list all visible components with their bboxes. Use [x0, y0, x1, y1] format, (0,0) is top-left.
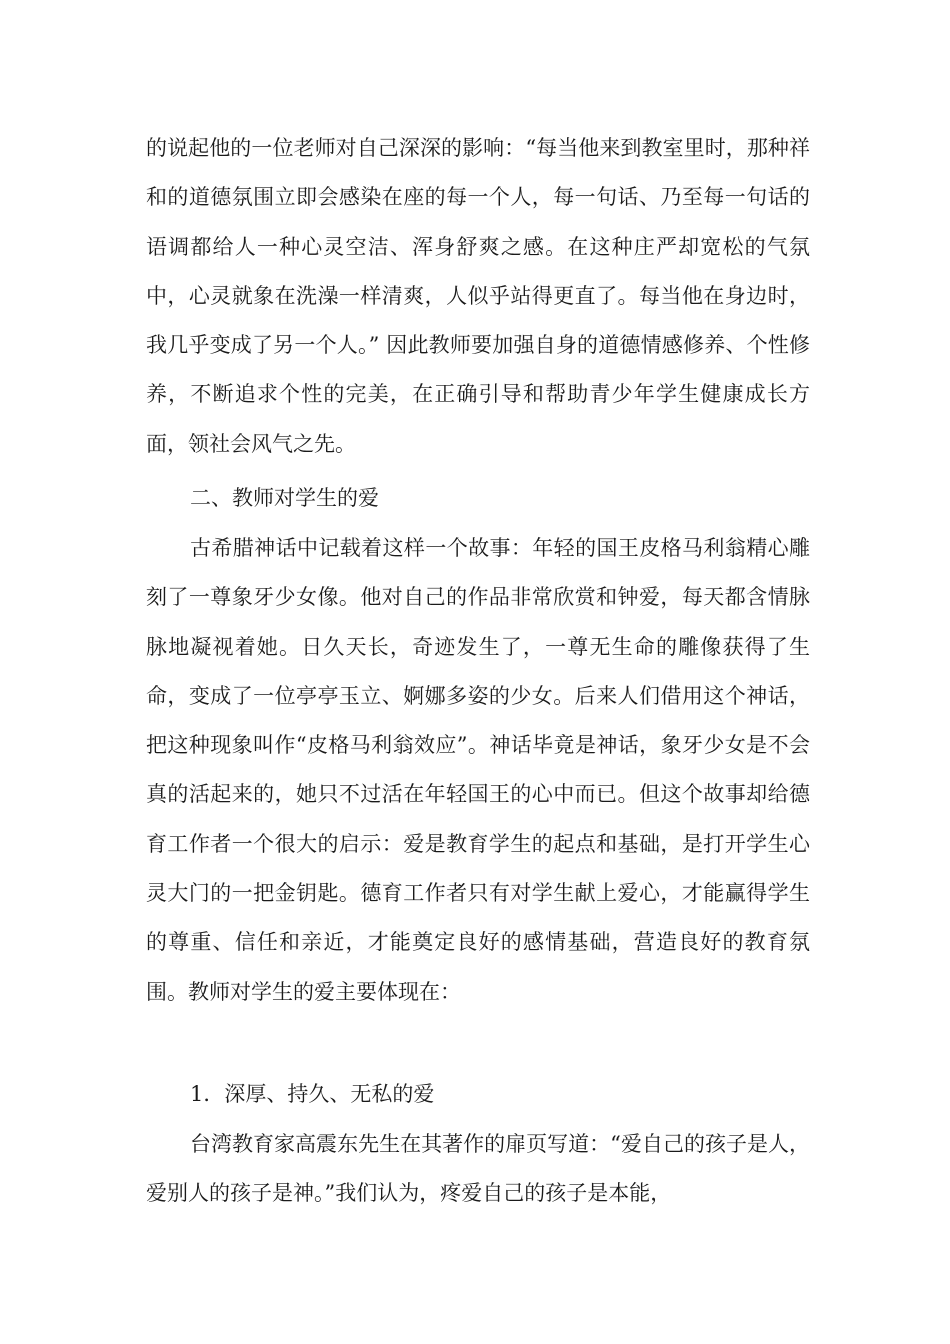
- subheading-deep-lasting-selfless-love: 1．深厚、持久、无私的爱: [190, 1082, 435, 1106]
- paragraph-taiwan-educator: 台湾教育家高震东先生在其著作的扉页写道：“爱自己的孩子是人，爱别人的孩子是神。”我们认为，疼爱自己的孩子是本能，: [146, 1132, 810, 1206]
- paragraph-pygmalion-myth: 古希腊神话中记载着这样一个故事：年轻的国王皮格马利翁精心雕刻了一尊象牙少女像。他对自己的作品非常欣赏和钟爱，每天都含情脉脉地凝视着她。日久天长，奇迹发生了，一尊无生命的雕像获得了生命，变成了一位亭亭玉立、婀娜多姿的少女。后来人们借用这个神话，把这种现象叫作“皮格马利翁效应”。神话毕竟是神话，象牙少女是不会真的活起来的，她只不过活在年轻国王的心中而已。但这个故事却给德育工作者一个很大的启示：爱是教育学生的起点和基础，是打开学生心灵大门的一把金钥匙。德育工作者只有对学生献上爱心，才能赢得学生的尊重、信任和亲近，才能奠定良好的感情基础，营造良好的教育氛围。教师对学生的爱主要体现在：: [146, 536, 810, 1004]
- section-heading-teacher-love: 二、教师对学生的爱: [190, 486, 379, 510]
- paragraph-teacher-influence: 的说起他的一位老师对自己深深的影响：“每当他来到教室里时，那种祥和的道德氛围立即会感染在座的每一个人，每一句话、乃至每一句话的语调都给人一种心灵空洁、浑身舒爽之感。在这种庄严却宽松的气氛中，心灵就象在洗澡一样清爽，人似乎站得更直了。每当他在身边时，我几乎变成了另一个人。” 因此教师要加强自身的道德情感修养、个性修养，不断追求个性的完美，在正确引导和帮助青少年学生健康成长方面，领社会风气之先。: [146, 136, 810, 456]
